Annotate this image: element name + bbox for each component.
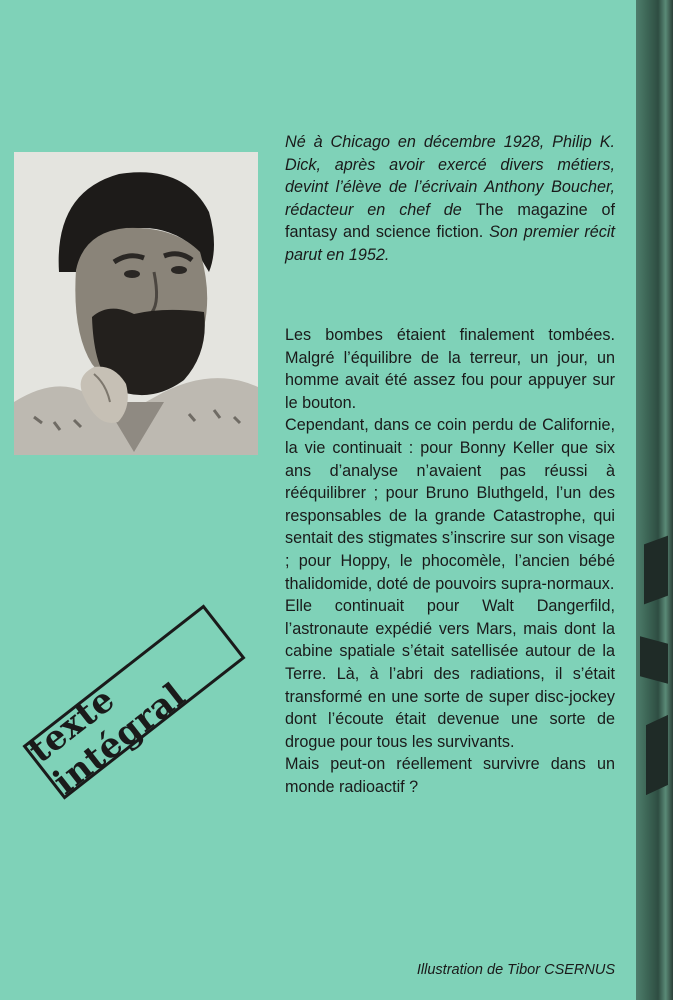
blurb-paragraph: Elle continuait pour Walt Dangerfild, l’astronaute expédié vers Mars, mais dont la cabine spatiale s’était satellisée autour de la Terre. Là, à l’abri des radiations, il s’était transformé en une sorte de super disc-jockey dont l’écoute était devenue une sorte de drogue pour tous les survivants. — [285, 597, 615, 751]
blurb-paragraph: Mais peut-on réellement survivre dans un monde radioactif ? — [285, 755, 615, 796]
spine-artwork — [644, 536, 668, 605]
stamp-label: texte intégral — [21, 675, 193, 803]
blurb-paragraph: Les bombes étaient finalement tombées. Malgré l’équilibre de la terreur, un jour, un homme avait été assez fou pour appuyer sur le bouton. — [285, 326, 615, 412]
texte-integral-stamp — [21, 604, 245, 803]
spine-artwork — [646, 715, 668, 795]
bio-magazine-title: The magazine of fantasy and science fiction. — [285, 200, 615, 242]
book-blurb — [285, 324, 615, 798]
spine-edge — [636, 0, 673, 1000]
author-portrait-image — [14, 152, 258, 455]
spine-artwork — [640, 636, 668, 684]
author-bio — [285, 131, 615, 267]
illustration-credit: Illustration de Tibor CSERNUS — [416, 962, 615, 978]
blurb-paragraph: Cependant, dans ce coin perdu de Californie, la vie continuait : pour Bonny Keller que six ans d’analyse n’avaient pas réussi à rééquilibrer ; pour Bruno Bluthgeld, l’un des responsables de la grande Catastrophe, qui sentait des stigmates s’inscrire sur son visage ; pour Hoppy, le phocomèle, l’ancien bébé thalidomide, doté de pouvoirs supra-normaux. — [285, 416, 615, 593]
author-photo — [14, 152, 258, 455]
bio-text-1: Né à Chicago en décembre 1928, Philip K. Dick, après avoir exercé divers métiers, devint l’élève de l’écrivain Anthony Boucher, rédacteur en chef de — [285, 133, 615, 219]
bio-text-2: Son premier récit parut en 1952. — [285, 223, 615, 264]
